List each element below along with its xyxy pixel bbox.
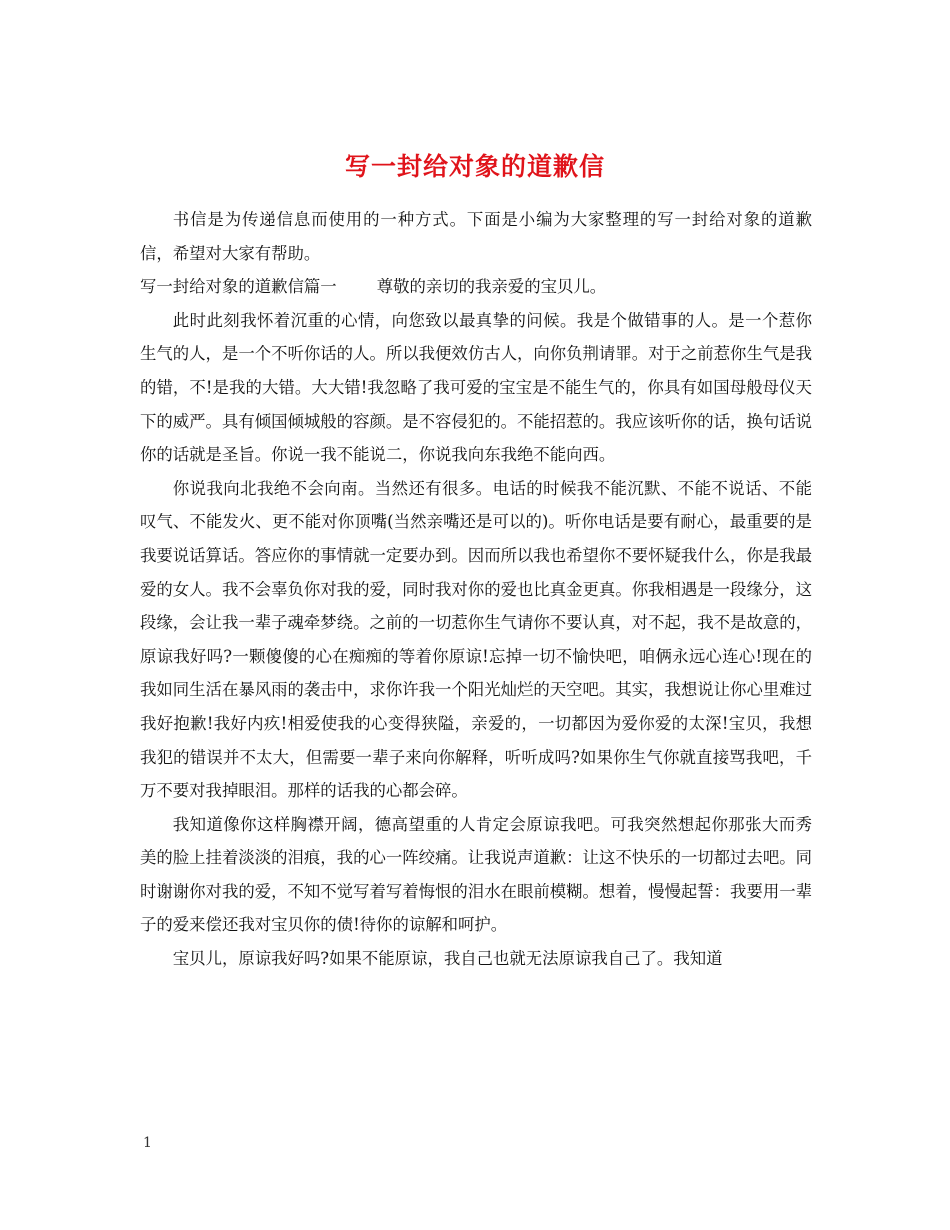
section-heading-line — [140, 270, 812, 304]
body-paragraph-3: 我知道像你这样胸襟开阔，德高望重的人肯定会原谅我吧。可我突然想起你那张大而秀美的脸上挂着淡淡的泪痕，我的心一阵绞痛。让我说声道歉：让这不快乐的一切都过去吧。同时谢谢你对我的爱，不知不觉写着写着悔恨的泪水在眼前模糊。想着，慢慢起誓：我要用一辈子的爱来偿还我对宝贝你的债!待你的谅解和呵护。 — [140, 814, 813, 935]
document-body — [140, 203, 812, 976]
section-heading: 写一封给对象的道歉信篇一 — [140, 277, 337, 297]
salutation: 尊敬的亲切的我亲爱的宝贝儿。 — [376, 277, 607, 297]
body-paragraph-1: 此时此刻我怀着沉重的心情，向您致以最真挚的问候。我是个做错事的人。是一个惹你生气的人，是一个不听你话的人。所以我便效仿古人，向你负荆请罪。对于之前惹你生气是我的错，不!是我的大错。大大错!我忽略了我可爱的宝宝是不能生气的，你具有如国母般母仪天下的威严。具有倾国倾城般的容颜。是不容侵犯的。不能招惹的。我应该听你的话，换句话说你的话就是圣旨。你说一我不能说二，你说我向东我绝不能向西。 — [140, 310, 813, 465]
intro-paragraph: 书信是为传递信息而使用的一种方式。下面是小编为大家整理的写一封给对象的道歉信，希望对大家有帮助。 — [140, 210, 812, 263]
body-paragraph-4: 宝贝儿，原谅我好吗?如果不能原谅，我自己也就无法原谅我自己了。我知道 — [172, 949, 723, 969]
page-number: 1 — [143, 1135, 152, 1151]
page-title: 写一封给对象的道歉信 — [344, 151, 605, 181]
body-paragraph-2: 你说我向北我绝不会向南。当然还有很多。电话的时候我不能沉默、不能不说话、不能叹气、不能发火、更不能对你顶嘴(当然亲嘴还是可以的)。听你电话是要有耐心，最重要的是我要说话算话。答应你的事情就一定要办到。因而所以我也希望你不要怀疑我什么，你是我最爱的女人。我不会辜负你对我的爱，同时我对你的爱也比真金更真。你我相遇是一段缘分，这段缘，会让我一辈子魂牵梦绕。之前的一切惹你生气请你不要认真，对不起，我不是故意的，原谅我好吗?一颗傻傻的心在痴痴的等着你原谅!忘掉一切不愉快吧，咱俩永远心连心!现在的我如同生活在暴风雨的袭击中，求你许我一个阳光灿烂的天空吧。其实，我想说让你心里难过我好抱歉!我好内疚!相爱使我的心变得狭隘，亲爱的，一切都因为爱你爱的太深!宝贝，我想我犯的错误并不太大，但需要一辈子来向你解释，听听成吗?如果你生气你就直接骂我吧，千万不要对我掉眼泪。那样的话我的心都会碎。 — [140, 478, 813, 801]
